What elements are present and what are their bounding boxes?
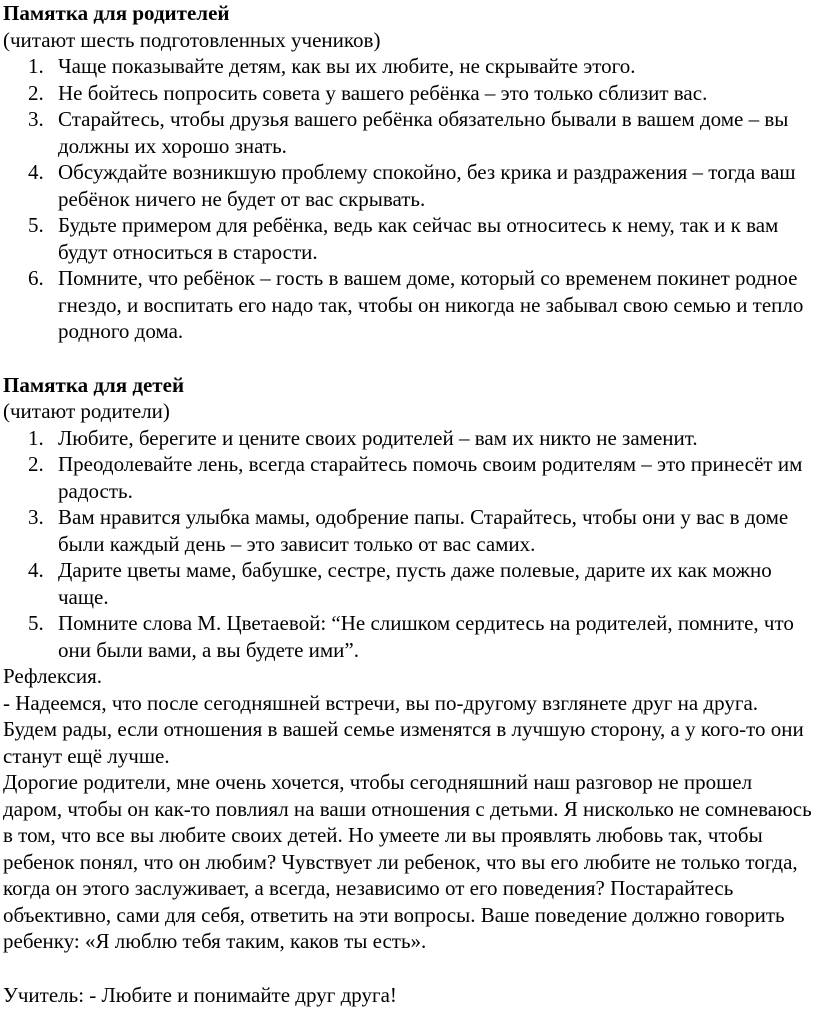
list-item [28,557,812,610]
parents-memo-list [3,53,812,345]
list-item-number: 4. [28,558,44,582]
list-item [28,53,812,80]
list-item-number: 2. [28,452,44,476]
address-to-parents-paragraph: Дорогие родители, мне очень хочется, чтобы сегодняшний наш разговор не прошел даром, чтобы он как-то повлиял на ваши отношения с детьми. Я нисколько не сомневаюсь в том, что все вы любите своих детей. Но умеете ли вы проявлять любовь так, чтобы ребенок понял, что он любим? Чувствует ли ребенок, что вы его любите не только тогда, когда он этого заслуживает, а всегда, независимо от его поведения? Постарайтесь объективно, сами для себя, ответить на эти вопросы. Ваше поведение должно говорить ребенку: «Я люблю тебя таким, каков ты есть». [3,770,812,953]
list-item-text: Вам нравится улыбка мамы, одобрение папы. Старайтесь, чтобы они у вас в доме были каждый день – это зависит только от вас самих. [58,505,789,556]
list-item [28,425,812,452]
parents-memo-title: Памятка для родителей [3,1,230,25]
children-memo-subtitle: (читают родители) [3,399,170,423]
closing-line: Учитель: - Любите и понимайте друг друга! [3,982,397,1007]
list-item-text: Чаще показывайте детям, как вы их любите, не скрывайте этого. [58,54,636,78]
list-item-number: 4. [28,160,44,184]
section-spacer [3,345,812,372]
reflection-label: Рефлексия. [3,664,103,688]
section-spacer [3,955,812,982]
list-item [28,451,812,504]
list-item [28,610,812,663]
list-item-number: 5. [28,611,44,635]
list-item-number: 3. [28,107,44,131]
list-item [28,159,812,212]
list-item-text: Дарите цветы маме, бабушке, сестре, пусть даже полевые, дарите их как можно чаще. [58,558,772,609]
list-item-text: Любите, берегите и цените своих родителей – вам их никто не заменит. [58,425,698,450]
list-item-number: 1. [28,425,44,450]
list-item-text: Преодолевайте лень, всегда старайтесь помочь своим родителям – это принесёт им радость. [58,452,803,503]
list-item-number: 3. [28,505,44,529]
reflection-paragraph: - Надеемся, что после сегодняшней встречи, вы по-другому взглянете друг на друга. Будем рады, если отношения в вашей семье изменятся в лучшую сторону, а у кого-то они станут ещё лучше. [3,690,804,768]
list-item-text: Будьте примером для ребёнка, ведь как сейчас вы относитесь к нему, так и к вам будут относиться в старости. [58,213,779,264]
list-item-number: 5. [28,213,44,237]
list-item [28,504,812,557]
list-item-text: Помните слова М. Цветаевой: “Не слишком сердитесь на родителей, помните, что они были вами, а вы будете ими”. [58,611,794,662]
list-item-text: Старайтесь, чтобы друзья вашего ребёнка обязательно бывали в вашем доме – вы должны их хорошо знать. [58,107,789,158]
parents-memo-subtitle: (читают шесть подготовленных учеников) [3,27,381,52]
list-item-text: Не бойтесь попросить совета у вашего ребёнка – это только сблизит вас. [58,80,708,105]
children-memo-title: Памятка для детей [3,372,185,397]
children-memo-list [3,425,812,664]
list-item [28,212,812,265]
list-item-number: 6. [28,266,44,290]
list-item-text: Помните, что ребёнок – гость в вашем доме, который со временем покинет родное гнездо, и воспитать его надо так, чтобы он никогда не забывал свою семью и тепло родного дома. [58,266,804,343]
list-item-number: 2. [28,80,44,105]
list-item-text: Обсуждайте возникшую проблему спокойно, без крика и раздражения – тогда ваш ребёнок ничего не будет от вас скрывать. [58,160,796,211]
list-item-number: 1. [28,54,44,78]
list-item [28,80,812,107]
list-item [28,106,812,159]
list-item [28,265,812,345]
